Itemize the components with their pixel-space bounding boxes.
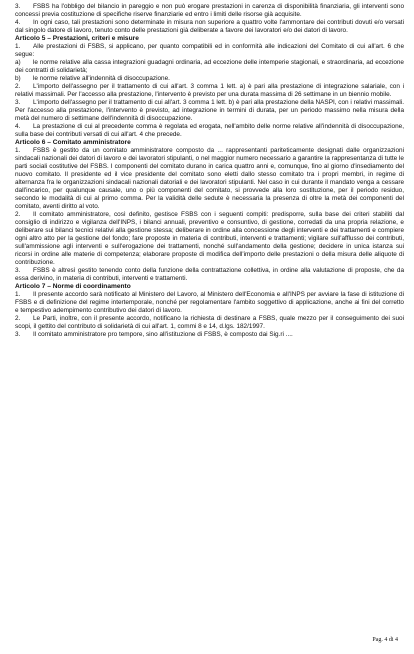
- paragraph: [15, 3, 404, 19]
- paragraph: [15, 83, 404, 99]
- article-heading: Articolo 7 – Norme di coordinamento: [15, 283, 131, 290]
- paragraph-text: Alle prestazioni di FSBS, si applicano, per quanto compatibili ed in conformità alle indicazioni del Comitato di cui all'art. 6 che segue:: [15, 43, 404, 58]
- paragraph-number: 2.: [15, 83, 21, 90]
- paragraph-text: L'importo dell'assegno per il trattamento di cui all'art. 3 comma 1 lett. a) è pari alla prestazione di integrazione salariale, con i relativi massimali. Per l'accesso alla prestazione, l'intervento è previsto per una durata massima di 26 settimane in un biennio mobile.: [15, 83, 404, 98]
- paragraph-number: 1.: [15, 43, 21, 50]
- paragraph-text: le norme relative all'indennità di disoccupazione.: [33, 75, 170, 82]
- paragraph-text: Il presente accordo sarà notificato al Ministero del Lavoro, al Ministero dell'Economia e all'INPS per avviare la fase di istituzione di FSBS e di definizione del regime intertemporale, nonché per regolamentare l'ambito soggettivo di applicazione, anche ai fini del corretto e tempestivo adempimento contributivo dei datori di lavoro.: [15, 291, 404, 314]
- paragraph-text: FSBS ha l'obbligo del bilancio in pareggio e non può erogare prestazioni in carenza di disponibilità finanziaria, gli interventi sono concessi previa costituzione di specifiche riserve finanziarie ed entro i limiti delle risorse già acquisite.: [15, 3, 404, 18]
- article-heading: Articolo 6 – Comitato amministratore: [15, 139, 131, 146]
- paragraph: [15, 19, 404, 35]
- paragraph-text: L'importo dell'assegno per il trattamento di cui all'art. 3 comma 1 lett. b) è pari alla prestazione della NASPI, con i relativi massimali. Per l'accesso alla prestazione, l'intervento è previsto, ad integrazione in termini di durata, per un periodo massimo nella misura della metà del numero di settimane dell'indennità di disoccupazione.: [15, 99, 404, 122]
- paragraph: [15, 211, 404, 267]
- paragraph: [15, 123, 404, 139]
- page-number: Pag. 4 di 4: [372, 637, 398, 643]
- paragraph-number: b): [15, 75, 21, 82]
- paragraph: [15, 59, 404, 75]
- paragraph-text: FSBS è altresì gestito tenendo conto della funzione della contrattazione collettiva, in ordine alla valutazione di proposte, che da essa derivino, in materia di contributi, interventi e trattamenti.: [15, 267, 404, 282]
- paragraph: [15, 99, 404, 123]
- paragraph: [15, 331, 404, 339]
- paragraph-number: 1.: [15, 147, 21, 154]
- paragraph-number: 2.: [15, 211, 21, 218]
- paragraph: [15, 147, 404, 211]
- article-heading: Articolo 5 – Prestazioni, criteri e misure: [15, 35, 139, 42]
- paragraph-number: 1.: [15, 291, 21, 298]
- paragraph-number: 3.: [15, 331, 21, 338]
- document-body: [15, 3, 404, 339]
- paragraph-text: FSBS è gestito da un comitato amministratore composto da ... rappresentanti pariteticamente designati dalle organizzazioni sindacali nazionali dei datori di lavoro e dei lavoratori stipulanti, o nel maggior numero necessario a garantire la rappresentanza di tutte le parti sociali costitutive del FSBS. I componenti del comitato durano in carica quattro anni e, comunque, fino al giorno d'insediamento del nuovo comitato. Il presidente ed il vice presidente del comitato sono eletti dallo stesso comitato tra i propri membri, in regime di alternanza fra le organizzazioni sindacali nazionali datoriali e dei lavoratori stipulanti. Nel caso in cui durante il mandato venga a cessare dall'incarico, per qualunque causale, uno o più componenti del comitato, si provvede alla loro sostituzione, per il periodo residuo, secondo le modalità di cui al primo comma. Per la validità delle sedute è necessaria la presenza di oltre la metà dei componenti del comitato, aventi diritto al voto.: [15, 147, 404, 210]
- paragraph-text: In ogni caso, tali prestazioni sono determinate in misura non superiore a quattro volte l'ammontare dei contributi dovuti e/o versati dal singolo datore di lavoro, tenuto conto delle prestazioni già deliberate a favore dei lavoratori e/o dei datori di lavoro.: [15, 19, 404, 34]
- paragraph-number: 2.: [15, 315, 21, 322]
- paragraph-number: 3.: [15, 267, 21, 274]
- paragraph-number: 4.: [15, 19, 21, 26]
- paragraph-text: Il comitato amministratore pro tempore, sino all'istituzione di FSBS, è composto dai Sig.ri ....: [33, 331, 293, 338]
- paragraph: [15, 43, 404, 59]
- paragraph-text: Il comitato amministratore, così definito, gestisce FSBS con i seguenti compiti: predisporre, sulla base dei criteri stabiliti dal consiglio di indirizzo e vigilanza dell'INPS, i bilanci annuali, preventivo e consuntivo, di gestione, corredati da una propria relazione, e deliberare sui bilanci tecnici relativi alla gestione stessa; deliberare in ordine alla concessione degli interventi e dei trattamenti e compiere ogni altro atto per la gestione del fondo; fare proposte in materia di contributi, interventi e trattamenti; vigilare sull'afflusso dei contributi, sull'ammissione agli interventi e sull'erogazione dei trattamenti, nonché sull'andamento della gestione; decidere in unica istanza sui ricorsi in ordine alle materie di competenza; elaborare proposte di modifica dell'importo delle prestazioni o della misura delle aliquote di contribuzione.: [15, 211, 404, 266]
- paragraph: [15, 75, 404, 83]
- paragraph-number: 3.: [15, 99, 21, 106]
- paragraph-number: 3.: [15, 3, 21, 10]
- paragraph-text: La prestazione di cui al precedente comma è regolata ed erogata, nell'ambito delle norme relative all'indennità di disoccupazione, sulla base dei contributi versati di cui all'art. 4 che precede.: [15, 123, 404, 138]
- paragraph-number: a): [15, 59, 21, 66]
- paragraph-text: Le Parti, inoltre, con il presente accordo, notificano la richiesta di destinare a FSBS, quale mezzo per il conseguimento dei suoi scopi, il gettito del contributo di solidarietà di cui all'art. 1, commi 8 e 14, d.lgs. 182/1997.: [15, 315, 404, 330]
- paragraph: [15, 315, 404, 331]
- paragraph-number: 4.: [15, 123, 21, 130]
- paragraph-text: le norme relative alla cassa integrazioni guadagni ordinaria, ad eccezione delle intemperie stagionali, e straordinaria, ad eccezione dei contratti di solidarietà;: [15, 59, 404, 74]
- paragraph: [15, 267, 404, 283]
- paragraph: [15, 291, 404, 315]
